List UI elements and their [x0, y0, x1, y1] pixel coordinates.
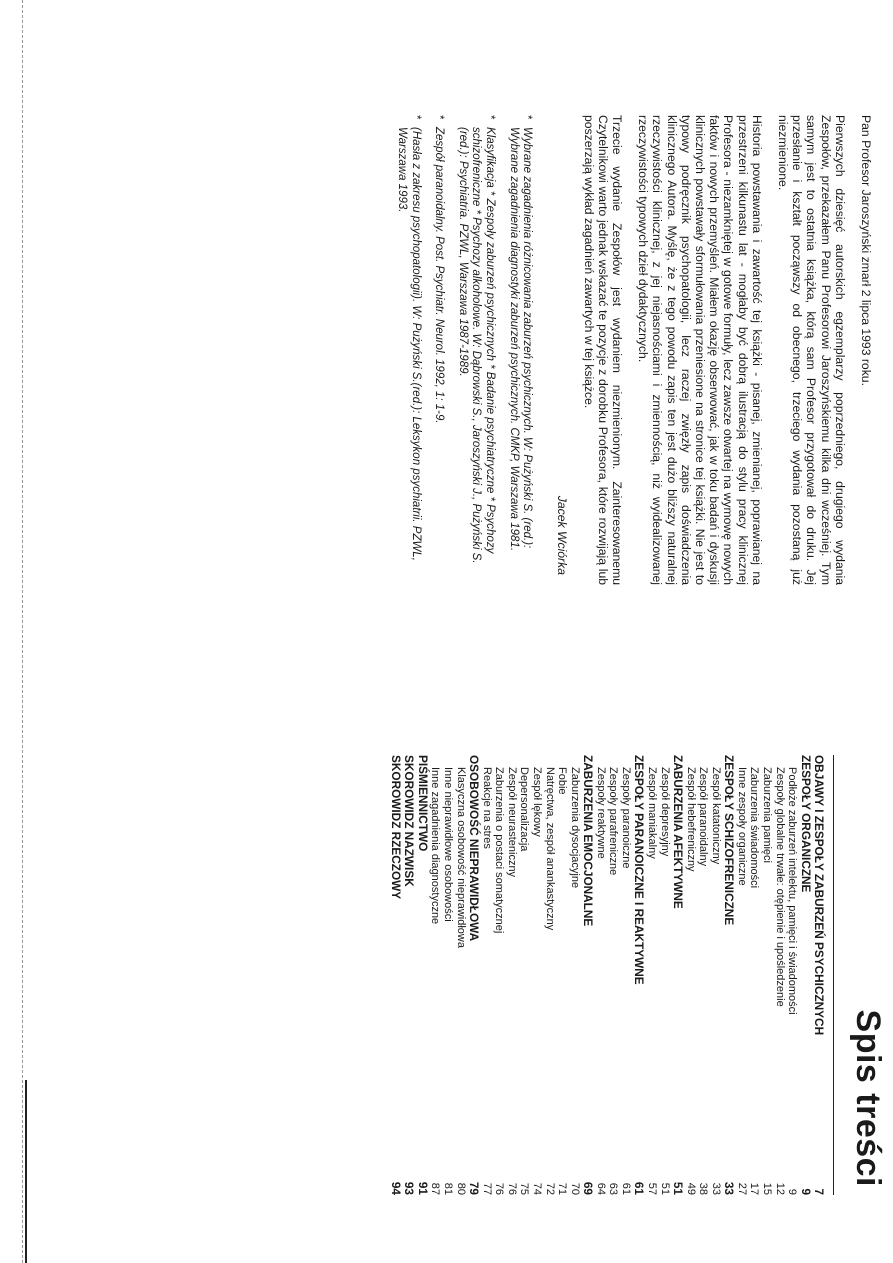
toc-entry-label: Reakcje na stres [480, 767, 493, 849]
toc-entry [568, 755, 581, 1195]
toc-entry-label: Inne zagadnienia diagnostyczne [429, 767, 442, 925]
toc-entry-page: 91 [415, 1181, 430, 1195]
toc-entry-label: Podłoże zaburzeń intelektu, pamięci i świadomości [786, 767, 799, 1015]
toc-entry-label: Inne nieprawidłowe osobowości [442, 767, 455, 922]
footnote-text: Klasyfikacja * Zespoły zaburzeń psychicznych * Badanie psychiatryczne * Psychozy schizofreniczne * Psychozy alkoholowe. W: Dąbrowski S., Jaroszyński J., Pużyński S. (red.): Psychiatria. PZWL, Warszawa 1987-1989. [456, 127, 496, 564]
toc-entry-label: Zespół maniakalny [646, 767, 659, 859]
toc-entry-page: 80 [454, 1182, 467, 1195]
toc-entry-label: PIŚMIENNICTWO [415, 755, 430, 852]
footnote-text: Wybrane zagadnienia różnicowania zaburzeń psychicznych. W: Pużyński S. (red.): Wybrane zagadnienia diagnostyki zaburzeń psychicznych. CMKP, Warszawa 1981. [507, 127, 534, 552]
toc-entry-page: 27 [735, 1182, 748, 1195]
toc-entry-page: 70 [568, 1182, 581, 1195]
footnote-bullet: * [483, 115, 496, 120]
toc-entry-label: Zaburzenia o postaci somatycznej [493, 767, 506, 934]
toc-entry [786, 755, 799, 1195]
toc-entry-label: ZABURZENIA AFEKTYWNE [671, 755, 686, 909]
toc-title: Spis treści [849, 1009, 887, 1187]
toc-entry-label: Depersonalizacja [518, 767, 531, 852]
footnote-bullet: * [521, 115, 534, 120]
toc-entry-page: 57 [646, 1182, 659, 1195]
toc-entry [735, 755, 748, 1195]
toc-entry-page: 15 [761, 1182, 773, 1195]
toc-entry [619, 755, 632, 1195]
toc-entry-label: OBJAWY I ZESPOŁY ZABURZEŃ PSYCHICZNYCH [812, 755, 826, 1036]
toc-list [389, 755, 825, 1195]
toc-entry [454, 755, 467, 1195]
toc-entry-label: Inne zespoły organiczne [735, 767, 748, 886]
toc-entry-label: ZESPOŁY PARANOICZNE I REAKTYWNE [632, 755, 647, 985]
toc-entry-label: Zespoły parafreniczne [607, 767, 620, 876]
footnote [394, 115, 421, 585]
toc-entry-page: 72 [543, 1182, 556, 1195]
toc-entry-page: 94 [389, 1181, 404, 1195]
toc-entry-page: 79 [467, 1181, 482, 1195]
footnote-bullet: * [409, 115, 422, 120]
toc-entry-label: Natręctwa, zespół anankastyczny [543, 767, 556, 931]
toc-entry-label: Zespół katatoniczny [709, 767, 722, 865]
preface-paragraph: Pan Profesor Jaroszyński zmarł 2 lipca 1993 roku. [859, 115, 873, 386]
toc-entry [389, 755, 402, 1195]
toc-entry-label: ZESPOŁY ORGANICZNE [798, 755, 813, 893]
toc-entry [697, 755, 710, 1195]
footnote [506, 115, 533, 585]
toc-entry [658, 755, 671, 1195]
toc-entry-page: 74 [531, 1182, 544, 1195]
toc-entry-page: 9 [798, 1188, 813, 1195]
toc-entry-label: Zaburzenia pamięci [761, 767, 773, 863]
toc-entry-page: 87 [429, 1182, 442, 1195]
toc-entry-label: ZESPOŁY SCHIZOFRENICZNE [722, 755, 737, 926]
toc-entry-label: Zespoły reaktywne [594, 767, 607, 859]
toc-entry-page: 61 [620, 1182, 633, 1195]
toc-entry-label: Zespół depresyjny [658, 767, 671, 857]
toc-entry-label: Zespoły globalne trwałe: otępienie i upośledzenie [773, 767, 786, 1007]
toc-entry [505, 755, 518, 1195]
toc-entry-page: 33 [709, 1182, 722, 1195]
toc-entry-page: 69 [581, 1181, 596, 1195]
toc-entry-page: 75 [518, 1182, 531, 1195]
toc-entry [607, 755, 620, 1195]
toc-entry [671, 755, 684, 1195]
toc-entry-label: Zespół hebefreniczny [684, 767, 697, 872]
toc-entry [773, 755, 786, 1195]
toc-entry-page: 38 [697, 1182, 710, 1195]
toc-entry-label: ZABURZENIA EMOCJONALNE [581, 755, 596, 927]
toc-entry-page: 93 [402, 1181, 417, 1195]
footnote [432, 115, 446, 585]
top-solid-rule [25, 1080, 27, 1263]
toc-entry-page: 7 [812, 1188, 826, 1195]
signature: Jacek Wciórka [555, 495, 570, 575]
toc-entry [402, 755, 415, 1195]
toc-entry-page: 64 [594, 1182, 607, 1195]
footnote [455, 115, 496, 585]
toc-entry-page: 12 [773, 1182, 786, 1195]
toc-entry-page: 49 [684, 1182, 697, 1195]
footnotes [394, 115, 533, 585]
footnote-text: Zespół paranoidalny. Post. Psychiatr. Neurol. 1992, 1: 1-9. [433, 127, 446, 424]
preface-paragraph: Trzecie wydanie Zespołów jest wydaniem niezmienionym. Zainteresowanemu Czytelnikowi warto jednak wskazać te pozycje z dorobku Profesora, które rozwijają lub poszerzają wykład zagadnień zawartych w tej książce. [581, 115, 624, 585]
toc-entry-page: 63 [607, 1182, 620, 1195]
toc-entry [748, 755, 761, 1195]
toc-entry [722, 755, 735, 1195]
toc-entry [798, 755, 811, 1195]
toc-entry-page: 33 [722, 1181, 737, 1195]
toc-entry-label: Zaburzenia świadomości [748, 767, 761, 889]
preface-column [384, 115, 873, 585]
toc-entry [543, 755, 556, 1195]
footnote-text: (Hasła z zakresu psychopatologii). W: Pużyński S.(red.): Leksykon psychiatrii. PZWL, Warszawa 1993. [395, 127, 422, 561]
toc-entry [518, 755, 531, 1195]
toc-entry-label: Zespół neurasteniczny [505, 767, 518, 878]
toc-entry-label: Klasyczna osobowość nieprawidłowa [454, 767, 467, 948]
toc-entry [760, 755, 773, 1195]
toc-entry-page: 77 [480, 1182, 493, 1195]
toc-divider [833, 755, 834, 1195]
toc-entry-label: SKOROWIDZ RZECZOWY [389, 755, 404, 900]
preface-paragraph: Historia powstawania i zawartość tej książki - pisanej, zmienianej, poprawianej na przestrzeni kilkunastu lat - mogłaby być dobrą ilustracją do stylu pracy klinicznej Profesora - niezamkniętej w gotowe formuły, lecz zawsze otwartej na wymowę nowych faktów i nowych przemyśleń. Miałem okazję obserwować, jak w toku badań i dyskusji klinicznych powstawały sformułowania przeniesione na stronice tej książki. Nie jest to typowy podręcznik psychopatologii, lecz raczej zwięzły zapis doświadczenia klinicznego Autora. Myślę, że z tego powodu zapis ten jest dużo bliższy naturalnej rzeczywistości klinicznej, z jej niejasnościami i zmiennością, niż wyidealizowanej rzeczywistości typowych dzieł dydaktycznych. [636, 115, 764, 585]
toc-entry [709, 755, 722, 1195]
toc-entry [581, 755, 594, 1195]
toc-entry-page: 76 [493, 1182, 506, 1195]
toc-entry [416, 755, 429, 1195]
toc-entry [812, 755, 825, 1195]
toc-column [389, 755, 887, 1195]
toc-entry-label: Zaburzenia dysocjacyjne [568, 767, 581, 889]
toc-entry-label: Zespół lękowy [531, 767, 544, 837]
toc-entry-label: Zespół paranoidalny [697, 767, 710, 867]
toc-entry-page: 76 [505, 1182, 518, 1195]
toc-entry-page: 17 [748, 1182, 761, 1195]
toc-entry-page: 51 [671, 1181, 686, 1195]
toc-entry-label: Fobie [556, 767, 569, 795]
toc-entry [480, 755, 493, 1195]
toc-entry-page: 71 [556, 1182, 569, 1195]
toc-entry-page: 61 [632, 1181, 647, 1195]
toc-entry [493, 755, 506, 1195]
preface-paragraph: Pierwszych dziesięć autorskich egzemplarzy poprzedniego, drugiego wydania Zespołów, przekazałem Panu Profesorowi Jaroszyńskiemu kilka dni wcześniej. Tym samym jest to ostatnia książka, którą sam Profesor przygotował do druku. Jej przesłanie i kształt począwszy od obecnego, trzeciego wydania pozostaną już niezmienione. [775, 115, 847, 585]
toc-entry [467, 755, 480, 1195]
toc-entry [556, 755, 569, 1195]
toc-entry-label: SKOROWIDZ NAZWISK [402, 755, 417, 887]
toc-entry [684, 755, 697, 1195]
toc-entry-label: Zespoły paranoiczne [620, 767, 633, 869]
top-dashed-rule [22, 0, 23, 1263]
toc-entry-page: 81 [442, 1182, 455, 1195]
toc-entry [645, 755, 658, 1195]
footnote-bullet: * [433, 115, 446, 120]
toc-entry [530, 755, 543, 1195]
toc-entry [442, 755, 455, 1195]
toc-entry-page: 9 [786, 1188, 799, 1195]
toc-entry [429, 755, 442, 1195]
toc-entry-label: OSOBOWOŚĆ NIEPRAWIDŁOWA [467, 755, 482, 942]
toc-entry-page: 51 [658, 1182, 671, 1195]
toc-entry [632, 755, 645, 1195]
toc-entry [594, 755, 607, 1195]
